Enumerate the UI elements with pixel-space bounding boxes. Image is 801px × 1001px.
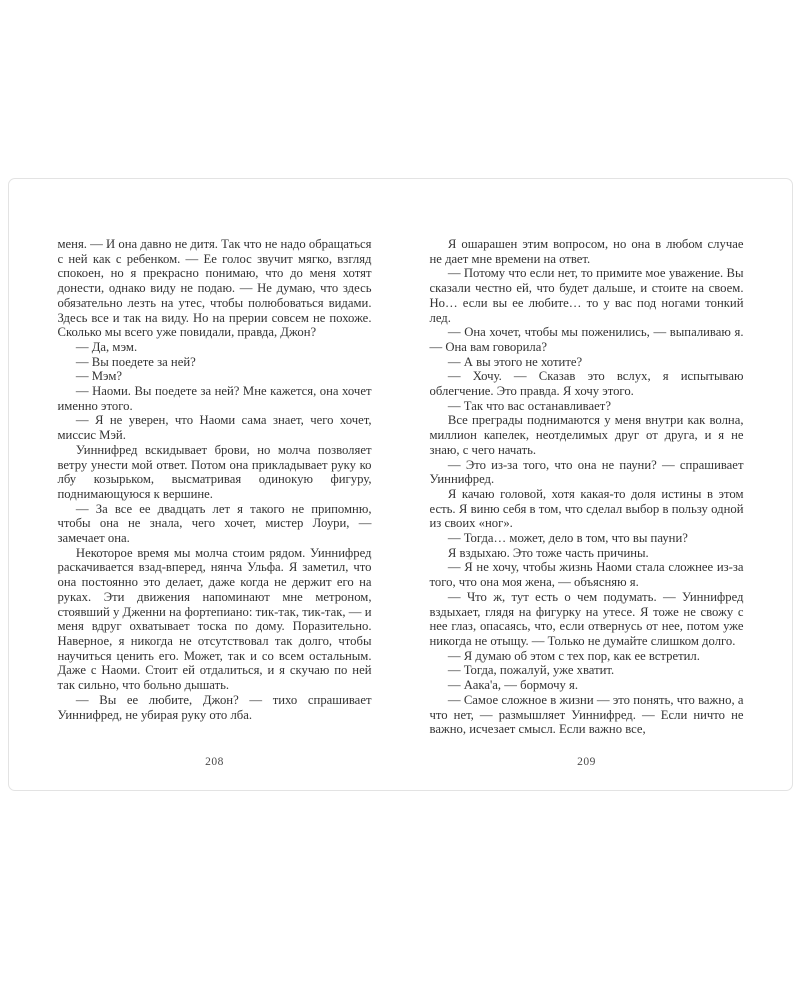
- paragraph: — Я думаю об этом с тех пор, как ее встретил.: [447, 648, 700, 663]
- paragraph: Уиннифред вскидывает брови, но молча позволяет ветру унести мой ответ. Потом она прикладывает руку ко лбу козырьком, высматривая одинокую фигуру, поднимающуюся к вершине.: [57, 442, 372, 501]
- page-right-text: [430, 237, 744, 737]
- paragraph: — Хочу. — Сказав это вслух, я испытываю облегчение. Это правда. Я хочу этого.: [429, 369, 744, 399]
- paragraph: — Я не хочу, чтобы жизнь Наоми стала сложнее из-за того, что она моя жена, — объясняю я.: [429, 560, 744, 590]
- paragraph: — А вы этого не хотите?: [447, 354, 583, 369]
- paragraph: — Что ж, тут есть о чем подумать. — Уиннифред вздыхает, глядя на фигурку на утесе. Я тоже не свожу с нее глаз, опасаясь, что, если отвернусь от нее, потом уже никогда не отыщу. — Только не думайте слишком долго.: [429, 589, 744, 648]
- page-right: [430, 237, 744, 768]
- page-left: [58, 237, 372, 768]
- paragraph: — Тогда, пожалуй, уже хватит.: [447, 663, 615, 678]
- paragraph: — Потому что если нет, то примите мое уважение. Вы сказали честно ей, что будет дальше, и стоите на своем. Но… если вы ее любите… то у вас под ногами тонкий лед.: [429, 266, 744, 325]
- paragraph: — Она хочет, чтобы мы поженились, — выпаливаю я. — Она вам говорила?: [429, 325, 744, 354]
- paragraph: — Да, мэм.: [75, 339, 138, 354]
- paragraph: Все преграды поднимаются у меня внутри как волна, миллион капелек, неотделимых друг от друга, и я не знаю, с чего начать.: [429, 413, 744, 457]
- paragraph: — Так что вас останавливает?: [447, 398, 611, 413]
- book-spread: [8, 178, 793, 791]
- paragraph: меня. — И она давно не дитя. Так что не надо обращаться с ней как с ребенком. — Ее голос звучит мягко, взгляд спокоен, но я прекрасно понимаю, что до меня хотят донести, однако виду не подаю. — Не думаю, что здесь обязательно лезть на утес, чтобы полюбоваться видами. Здесь все и так на виду. Но на прерии совсем не похоже. Сколько мы всего уже повидали, правда, Джон?: [57, 237, 372, 340]
- page-right-number: 209: [577, 756, 596, 768]
- paragraph: — За все ее двадцать лет я такого не припомню, чтобы она не знала, чего хочет, мистер Лоури, — замечает она.: [57, 501, 372, 546]
- paragraph: Я качаю головой, хотя какая-то доля истины в этом есть. Я виню себя в том, что сделал выбор в пользу одной из своих «ног».: [429, 486, 744, 531]
- page-left-number: 208: [205, 756, 224, 768]
- paragraph: — Это из-за того, что она не пауни? — спрашивает Уиннифред.: [429, 457, 744, 487]
- paragraph: — Вы поедете за ней?: [75, 354, 196, 369]
- paragraph: — Вы ее любите, Джон? — тихо спрашивает Уиннифред, не убирая руку ото лба.: [57, 692, 372, 722]
- paragraph: — Я не уверен, что Наоми сама знает, чего хочет, миссис Мэй.: [57, 413, 372, 443]
- paragraph: Некоторое время мы молча стоим рядом. Уиннифред раскачивается взад-вперед, нянча Ульфа. Я заметил, что она постоянно это делает, даже когда не держит его на руках. Эти движения напоминают мне метроном, стоявший у Дженни на фортепиано: тик-так, тик-так, — и меня вдруг охватывает тоска по дому. Поразительно. Наверное, я никогда не отсутствовал так долго, чтобы научиться ценить его. Может, так и со всем остальным. Даже с Наоми. Стоит ей отдалиться, и я скучаю по ней так сильно, что больно дышать.: [57, 545, 372, 693]
- paragraph: — Наоми. Вы поедете за ней? Мне кажется, она хочет именно этого.: [57, 384, 372, 413]
- paragraph: Я вздыхаю. Это тоже часть причины.: [447, 545, 649, 560]
- paragraph: — Мэм?: [75, 369, 123, 384]
- paragraph: — Аака'а, — бормочу я.: [447, 678, 579, 693]
- paragraph: — Самое сложное в жизни — это понять, что важно, а что нет, — размышляет Уиннифред. — Если ничто не важно, исчезает смысл. Если важно все,: [429, 692, 744, 737]
- paragraph: — Тогда… может, дело в том, что вы пауни?: [447, 531, 688, 546]
- page-left-text: [58, 237, 372, 722]
- paragraph: Я ошарашен этим вопросом, но она в любом случае не дает мне времени на ответ.: [429, 237, 744, 266]
